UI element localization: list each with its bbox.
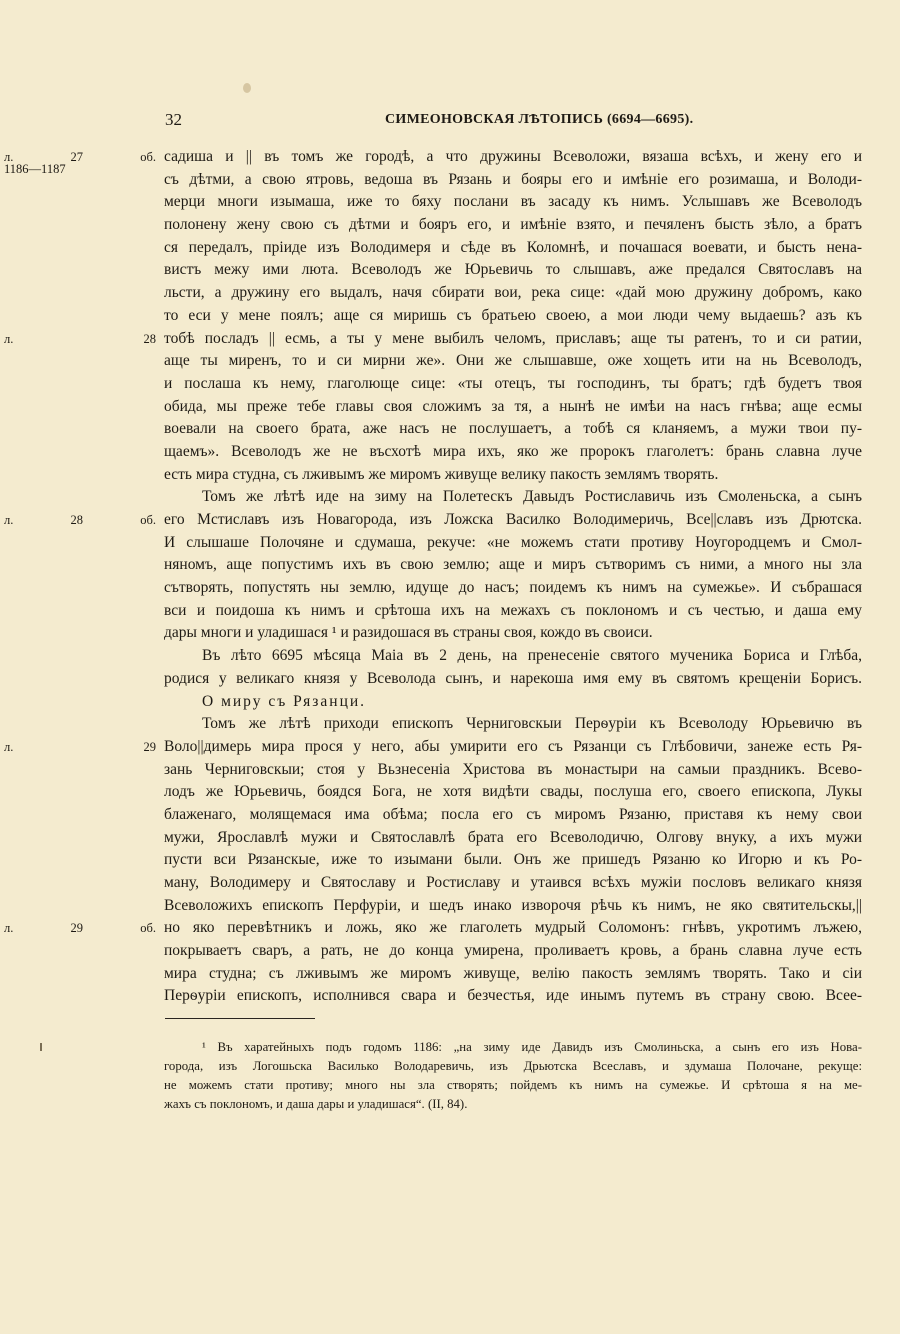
text-line xyxy=(164,577,862,600)
line-text: сътворять, попустять ны землю, идуще до насъ; поидемъ къ нимъ на сумежье». И събрашася xyxy=(164,579,862,597)
line-text: вистъ межу ими люта. Всеволодъ же Юрьевичь то слышавъ, аже предался Святославъ на xyxy=(164,261,862,279)
line-text: Всеволожихъ епископъ Перфуріи, и шедъ инако изворочя рѣчь къ нимъ, не яко святительскы,|| xyxy=(164,896,862,914)
line-text: мира студна; съ лживымъ же миромъ живуще, велію пакость землямъ творять. Тако и сіи xyxy=(164,964,862,982)
line-text: льсти, а дружину его выдалъ, начя сбирати вои, река сице: «дай мою дружину добромъ, како xyxy=(164,284,862,302)
line-text: его Мстиславъ изъ Новагорода, изъ Ложска Василко Володимеричь, Все||славъ изъ Дрютска. xyxy=(164,511,862,528)
text-line xyxy=(4,146,862,176)
text-line xyxy=(164,282,862,305)
line-text: мерци многи изымаша, иже то бяху послани въ засаду къ нимъ. Услышавъ же Всеволодъ xyxy=(164,193,862,211)
footnote-line xyxy=(164,1076,862,1095)
footnote-text: жахъ съ поклономъ, и даша дары и уладишася“. (II, 84). xyxy=(164,1097,468,1111)
line-text: Воло||димерь мира прося у него, абы умирити его съ Рязанци съ Глѣбовичи, занеже есть Ря- xyxy=(164,737,862,755)
line-text: мужи, Ярославлѣ мужи и Святославлѣ брата его Всеволодичю, Олгову внуку, а ихъ мужи xyxy=(164,828,862,846)
text-line xyxy=(164,191,862,214)
margin-folio: л. 29 xyxy=(4,739,156,754)
text-line xyxy=(164,691,862,714)
margin-folio: л. 29 об. xyxy=(4,921,156,936)
text-line xyxy=(164,214,862,237)
line-text: есть мира студна, съ лживымъ же миромъ живуще велику пакость землямъ творять. xyxy=(164,465,719,483)
margin-folio: л. 27 об. xyxy=(4,150,156,164)
page-header xyxy=(0,110,900,134)
line-text: Въ лѣто 6695 мѣсяца Маіа въ 2 день, на пренесеніе святого мученика Бориса и Глѣба, xyxy=(202,647,862,665)
text-line xyxy=(164,441,862,464)
line-text: дары многи и уладишася ¹ и разидошася въ страны своя, кождо въ своиси. xyxy=(164,624,653,642)
text-line xyxy=(164,418,862,441)
text-line xyxy=(164,713,862,736)
text-line xyxy=(164,872,862,895)
text-line xyxy=(164,963,862,986)
line-text: съ дѣтми, а свою ятровь, ведоша въ Рязань и бояры его и имѣніе его розимаша, и Володи- xyxy=(164,170,862,188)
text-line xyxy=(164,396,862,419)
text-line xyxy=(164,622,862,645)
text-line xyxy=(164,554,862,577)
line-text: то еси у мене поялъ; аще ся миришь съ братьею своею, а мои люди чему выдаешь? азъ къ xyxy=(164,306,862,324)
line-text: вси и поидоша къ нимъ и срѣтоша ихъ на межахъ съ поклономъ и съ честью, и даша ему xyxy=(164,601,862,619)
text-line xyxy=(164,532,862,555)
text-line xyxy=(4,328,862,351)
line-text: няномъ, аще попустимъ ихъ въ свою землю; аще и миръ сътворимъ съ ними, а много ны зла xyxy=(164,556,862,574)
text-line xyxy=(164,940,862,963)
text-line xyxy=(164,305,862,328)
paper-stain xyxy=(243,83,251,93)
text-line xyxy=(164,350,862,373)
margin-folio: л. 28 об. xyxy=(4,513,156,527)
line-text: родися у великаго князя у Всеволода сынъ, и нарекоша имя ему въ святомъ крещеніи Борисъ. xyxy=(164,669,862,687)
footnote-line xyxy=(164,1057,862,1076)
line-text: ся передалъ, пріиде изъ Володимеря и сѣде въ Коломнѣ, и почашася воевати, и бысть нена- xyxy=(164,238,862,256)
line-text: воевали на своего брата, аже насъ не послушаетъ, а тобѣ ся кланяемъ, а мужи твои пу- xyxy=(164,420,862,438)
text-line xyxy=(164,486,862,509)
line-text: зань Черниговскыи; стоя у Вьзнесеніа Христова въ монастыри на самыи праздникъ. Всево- xyxy=(164,760,862,778)
line-text: щаемъ». Всеволодъ же не въсхотѣ мира ихъ, яко же пророкъ глаголетъ: брань славна луче xyxy=(164,442,862,460)
line-text: Томъ же лѣтѣ приходи епископъ Черниговскыи Перѳуріи къ Всеволоду Юрьевичю въ xyxy=(202,715,862,733)
footnote-line xyxy=(164,1095,862,1114)
line-text: пусти вси Рязанскые, иже то изымани были. Онъ же пришедъ Рязаню ко Игорю и къ Ро- xyxy=(164,851,862,869)
text-line xyxy=(4,736,862,759)
footnote-text: не можемъ стати противу; много ны зла створять; пойдемъ къ нимъ на сумежье. И срѣтоша я на ме- xyxy=(164,1078,862,1092)
text-line xyxy=(164,668,862,691)
text-line xyxy=(164,804,862,827)
line-text: полонену жену свою съ дѣтми и бояръ его, и имѣніе взято, и печяленъ бысть зѣло, а братъ xyxy=(164,216,862,234)
text-line xyxy=(164,827,862,850)
text-line xyxy=(164,600,862,623)
line-text: лодъ же Юрьевичь, боядся Бога, не хотя видѣти свады, послуша его, своего епископа, Лукы xyxy=(164,783,862,801)
line-text: О миру съ Рязанци. xyxy=(202,692,367,710)
footnotes xyxy=(164,1038,862,1114)
line-text: ману, Володимеру и Святославу и Ростиславу и утаився всѣхъ мужіи пословъ великаго князя xyxy=(164,874,862,891)
footnote-line xyxy=(164,1038,862,1057)
footnote-text: ¹ Въ харатейныхъ подъ годомъ 1186: „на зиму иде Давидъ изъ Смолиньска, а сынъ его изъ Нова- xyxy=(202,1040,862,1054)
line-text: обида, мы преже тебе главы своя сложимъ за тя, а нынѣ не имѣи на насъ гнѣва; аще есмы xyxy=(164,397,862,415)
margin-years: 1186—1187 xyxy=(4,162,66,176)
footnote-rule xyxy=(165,1018,315,1019)
margin-mark xyxy=(40,1043,42,1051)
line-text: садиша и || въ томъ же городѣ, а что дружины Всеволожи, вязаша всѣхъ, и жену его и xyxy=(164,148,862,165)
text-line xyxy=(164,169,862,192)
margin-folio: л. 28 xyxy=(4,331,156,346)
text-line xyxy=(164,259,862,282)
line-text: аще ты миренъ, то и си мирни же». Они же слышавше, оже хощеть ити на нь Всеволодъ, xyxy=(164,352,862,370)
text-line xyxy=(164,985,862,1008)
text-line xyxy=(164,849,862,872)
text-line xyxy=(164,237,862,260)
line-text: но яко перевѣтникъ и ложь, яко же глаголеть мудрый Соломонъ: гнѣвъ, укротимъ лъжею, xyxy=(164,919,862,937)
line-text: и послаша къ нему, глаголюще сице: «ты отецъ, ты господинъ, ты братъ; гдѣ будетъ твоя xyxy=(164,374,862,392)
text-line xyxy=(4,917,862,940)
line-text: тобѣ посладъ || есмь, а ты у мене выбилъ челомъ, приславъ; аще ты ратенъ, то и си ратии, xyxy=(164,329,862,347)
text-line xyxy=(164,781,862,804)
main-text xyxy=(4,146,862,1008)
line-text: покрываетъ сваръ, а рать, не до конца умирена, проливаетъ кровь, а брань славна луче есть xyxy=(164,942,862,960)
line-text: Томъ же лѣтѣ иде на зиму на Полетескъ Давыдъ Ростиславичь изъ Смоленьска, а сынъ xyxy=(202,488,862,506)
footnote-text: города, изъ Логошьска Василько Володаревичь, изъ Дрьютска Всеславъ, и здумаша Полочане, рекуще: xyxy=(164,1059,862,1073)
page-number: 32 xyxy=(165,110,182,129)
line-text: блаженаго, молящемася има обѣма; посла его съ миромъ Рязаню, приставя къ нему свои xyxy=(164,805,862,823)
text-line xyxy=(164,759,862,782)
text-line xyxy=(4,509,862,532)
line-text: И слышаше Полочяне и сдумаша, рекуче: «не можемъ стати противу Ноугородцемъ и Смол- xyxy=(164,533,862,551)
line-text: Перѳуріи епископъ, исполнився свара и безчестья, иде инымъ путемъ въ страну свою. Всее- xyxy=(164,987,862,1005)
text-line xyxy=(164,895,862,918)
running-title: СИМЕОНОВСКАЯ ЛѢТОПИСЬ (6694—6695). xyxy=(385,112,694,127)
text-line xyxy=(164,464,862,487)
text-line xyxy=(164,645,862,668)
text-line xyxy=(164,373,862,396)
